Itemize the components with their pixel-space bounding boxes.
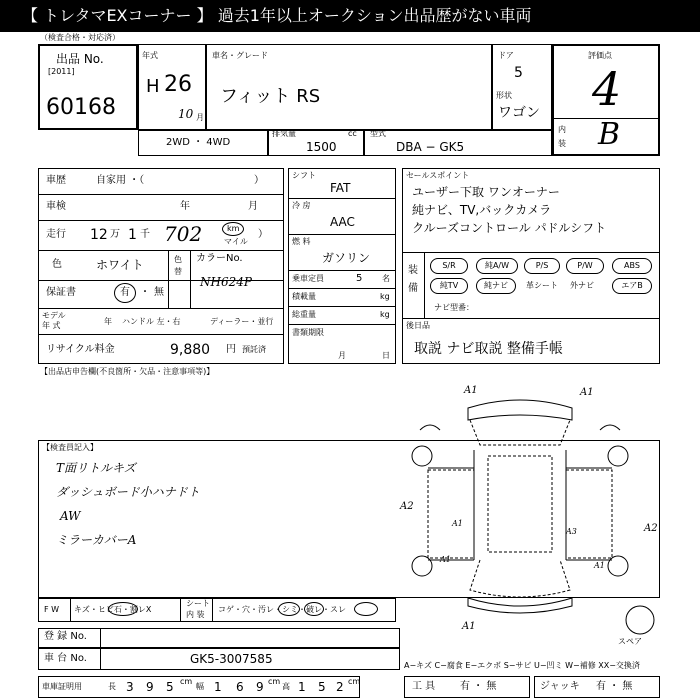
color-change-1: 色: [174, 255, 182, 264]
color-label: 色: [52, 259, 62, 270]
equip-leather: 革シート: [526, 281, 558, 290]
damage-fw: F W: [44, 605, 60, 614]
year-label: 年式: [142, 51, 158, 60]
inspector-note-2: ダッシュボード小ハナドト: [56, 485, 200, 499]
interior-label-2: 装: [558, 139, 566, 148]
displacement-value: 1500: [306, 140, 337, 154]
cert-hei: 高: [282, 682, 290, 691]
year-month-suffix: 月: [196, 113, 204, 122]
history-close: ）: [254, 175, 264, 186]
drive-label: 2WD ・ 4WD: [166, 137, 231, 148]
mileage-written: 702: [164, 222, 203, 246]
expire-label: 書類期限: [292, 328, 324, 337]
shift-label: シフト: [292, 171, 316, 180]
equip-ps: P/S: [524, 258, 560, 274]
inspector-label: 【検査員記入】: [42, 443, 98, 452]
equip-label-2: 備: [408, 283, 418, 294]
inspection-label: 車検: [46, 201, 66, 212]
equip-aw: 純A/W: [476, 258, 518, 274]
sales-line-1: ユーザー下取 ワンオーナー: [412, 185, 560, 199]
damage-sure-circle: [354, 602, 378, 616]
score-value: 4: [592, 62, 622, 116]
fuel-value: ガソリン: [322, 251, 371, 265]
equip-ext-navi: 外ナビ: [570, 281, 594, 290]
page-banner: 【 トレタマEXコーナー 】 過去1年以上オークション出品歴がない車両: [0, 0, 700, 32]
color-code: NH624P: [200, 275, 252, 289]
warranty-no: 無: [154, 287, 164, 298]
equip-airbag: エアB: [612, 278, 652, 294]
ac-label: 冷 房: [292, 201, 311, 210]
equip-nav-model: ナビ型番：: [434, 303, 474, 312]
damage-items: キズ・ヒビ石・割レX: [74, 605, 152, 614]
cert-l-2: 9: [146, 680, 154, 694]
jack-value: 有 ・ 無: [596, 681, 633, 692]
capacity-value: 5: [356, 273, 363, 284]
equip-abs: ABS: [612, 258, 652, 274]
inspector-note-4: ミラーカバーA: [56, 533, 137, 547]
ac-value: AAC: [330, 215, 355, 229]
year-month: 10: [178, 107, 194, 121]
history-label: 車歴: [46, 175, 66, 186]
recycle-label: リサイクル料金: [46, 344, 115, 355]
cert-cm-3: cm: [348, 677, 361, 686]
score-label: 評価点: [588, 51, 612, 60]
gross-label: 総重量: [292, 310, 316, 319]
reg-label: 登 録 No.: [44, 631, 87, 642]
chassis-label: 車 台 No.: [44, 653, 87, 664]
lot-number: 60168: [46, 95, 116, 120]
cert-cm-2: cm: [268, 677, 281, 686]
mileage-man-unit: 万: [110, 229, 120, 240]
cert-w-1: 1: [214, 680, 222, 694]
mileage-man: 12: [90, 227, 108, 243]
recycle-value: 9,880: [170, 342, 211, 358]
damage-mark-7: A1: [440, 555, 451, 564]
sales-line-2: 純ナビ、TV,バックカメラ: [412, 203, 552, 217]
damage-stains: コゲ・穴・汚レ・シミ・破レ・スレ: [218, 605, 346, 614]
displacement-unit: cc: [348, 129, 357, 138]
cert-cm-1: cm: [180, 677, 193, 686]
spare-label: スペア: [618, 637, 642, 646]
damage-mark-3: A2: [400, 501, 414, 512]
warranty-sep: ・: [140, 287, 150, 298]
shape-label: 形状: [496, 91, 512, 100]
history-value: 自家用 ・（: [96, 175, 145, 186]
damage-mark-8: A1: [594, 561, 605, 570]
warranty-yes: 有: [120, 287, 130, 298]
damage-seat-1: シート: [186, 599, 210, 608]
capacity-unit: 名: [382, 274, 390, 283]
color-code-label: カラーNo.: [196, 253, 243, 264]
equip-tv: 純TV: [430, 278, 468, 294]
expire-month: 月: [338, 351, 346, 360]
jack-label: ジャッキ: [540, 681, 580, 692]
cert-h-3: 2: [336, 680, 344, 694]
damage-seat-2: 内 装: [186, 610, 205, 619]
shift-value: FAT: [330, 181, 351, 195]
legend: A−キズ C−腐食 E−エクボ S−サビ U−凹ミ W−補修 XX−交換済: [404, 661, 640, 670]
inspector-note-3: AW: [60, 509, 81, 523]
inspector-note-1: T面リトルキズ: [56, 461, 136, 475]
reg-box: [38, 628, 400, 648]
door-label: ドア: [498, 51, 514, 60]
equip-label-1: 装: [408, 265, 418, 276]
cert-l-3: 5: [166, 680, 174, 694]
color-value: ホワイト: [96, 258, 144, 272]
model-value: フィット RS: [220, 86, 321, 107]
inspection-month: 月: [248, 201, 258, 212]
cert-w-3: 9: [256, 680, 264, 694]
tools-label: 工 具: [412, 681, 436, 692]
interior-label-1: 内: [558, 125, 566, 134]
recycle-note: 預託済: [242, 345, 266, 354]
cert-l-1: 3: [126, 680, 134, 694]
mileage-label: 走行: [46, 229, 66, 240]
cert-label: 車庫証明用: [42, 682, 82, 691]
modelyear-label-2: 年 式: [42, 321, 61, 330]
mileage-km: km: [227, 224, 240, 233]
model-label: 車名・グレード: [212, 51, 268, 60]
year-era: H: [146, 76, 160, 97]
damage-mark-5: A1: [452, 519, 463, 528]
expire-day: 日: [382, 351, 390, 360]
mileage-sen: 1: [128, 227, 137, 243]
damage-mark-1: A1: [464, 385, 478, 396]
damage-mark-6: A3: [566, 527, 577, 536]
interior-value: B: [598, 117, 621, 152]
mileage-mile: マイル: [224, 237, 248, 246]
sales-line-3: クルーズコントロール パドルシフト: [412, 221, 607, 235]
equip-sunroof: S/R: [430, 258, 468, 274]
modelyear-year: 年: [104, 317, 112, 326]
cert-wid: 幅: [196, 682, 204, 691]
equip-navi: 純ナビ: [476, 278, 516, 294]
top-note: （検査合格・対応済）: [40, 33, 120, 42]
fuel-label: 燃 料: [292, 237, 311, 246]
damage-mark-4: A2: [644, 523, 658, 534]
capacity-label: 乗車定員: [292, 274, 324, 283]
sales-label: セールスポイント: [406, 171, 470, 180]
post-value: 取説 ナビ取説 整備手帳: [414, 341, 563, 357]
equip-pw: P/W: [566, 258, 604, 274]
color-change-2: 替: [174, 267, 182, 276]
gross-unit: kg: [380, 310, 390, 319]
load-unit: kg: [380, 292, 390, 301]
cert-len: 長: [108, 682, 116, 691]
modelyear-label-1: モデル: [42, 311, 66, 320]
shape-value: ワゴン: [498, 105, 540, 121]
cert-w-2: 6: [236, 680, 244, 694]
lot-label: 出品 No.: [56, 52, 104, 66]
door-value: 5: [514, 65, 523, 81]
tools-value: 有 ・ 無: [460, 681, 497, 692]
year-value: 26: [164, 72, 192, 97]
lot-year-tag: [2011]: [48, 67, 75, 76]
recycle-unit: 円: [226, 344, 236, 355]
load-label: 積載量: [292, 292, 316, 301]
mileage-close: ）: [258, 229, 268, 240]
damage-mark-9: A1: [462, 621, 476, 632]
modelyear-handle: ハンドル 左・右: [122, 317, 181, 326]
type-value: DBA − GK5: [396, 140, 465, 154]
displacement-label: 排気量: [272, 129, 296, 138]
inspection-year: 年: [180, 201, 190, 212]
modelyear-dealer: ディーラー・並行: [210, 317, 274, 326]
mileage-sen-unit: 千: [140, 229, 150, 240]
warranty-label: 保証書: [46, 287, 76, 298]
cert-h-1: 1: [298, 680, 306, 694]
chassis-value: GK5-3007585: [190, 652, 273, 666]
seller-note: 【出品店申告欄(不良箇所・欠品・注意事項等)】: [40, 367, 215, 376]
cert-h-2: 5: [318, 680, 326, 694]
type-label: 型式: [370, 129, 386, 138]
post-label: 後日品: [406, 321, 430, 330]
damage-mark-2: A1: [580, 387, 594, 398]
